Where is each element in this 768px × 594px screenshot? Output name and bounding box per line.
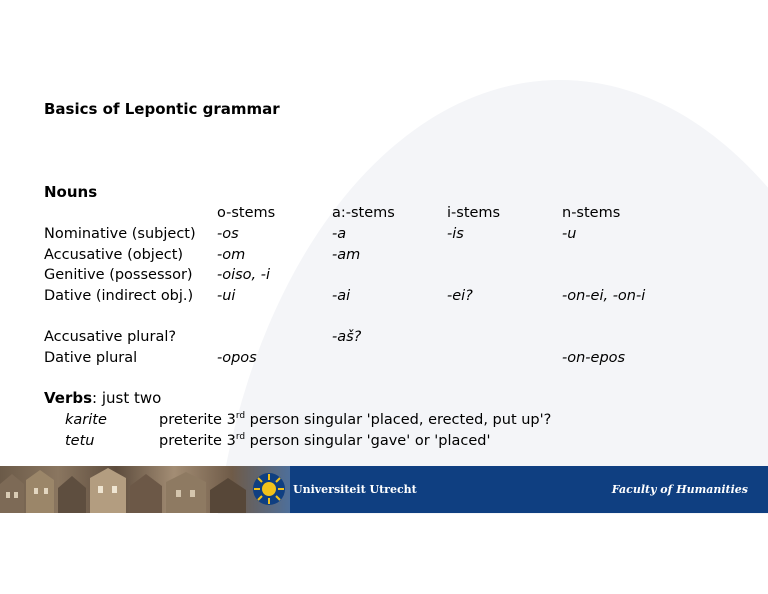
column-header: o-stems xyxy=(217,205,276,221)
verb-desc-pre: preterite 3 xyxy=(159,433,236,449)
verb-description xyxy=(159,432,490,450)
verb-desc-pre: preterite 3 xyxy=(159,412,236,428)
verb-description xyxy=(159,411,551,429)
city-photo xyxy=(0,466,290,513)
row-label: Dative (indirect obj.) xyxy=(44,288,194,304)
ending-cell: -oiso, -i xyxy=(217,267,271,283)
verbs-intro: : just two xyxy=(92,389,162,407)
row-label: Dative plural xyxy=(44,350,138,366)
verb-desc-sup: rd xyxy=(235,432,246,443)
ending-cell: -os xyxy=(217,226,239,242)
ending-cell: -on-ei, -on-i xyxy=(562,288,646,304)
sun-logo-icon xyxy=(252,472,286,506)
verb-desc-sup: rd xyxy=(235,411,246,422)
ending-cell: -is xyxy=(447,226,464,242)
ending-cell: -ei? xyxy=(447,288,473,304)
ending-cell: -om xyxy=(217,247,246,263)
column-header: a:-stems xyxy=(332,205,395,221)
ending-cell: -on-epos xyxy=(562,350,626,366)
verbs-heading xyxy=(44,389,161,407)
verb-form: tetu xyxy=(65,433,95,449)
row-label: Genitive (possessor) xyxy=(44,267,193,283)
column-header: n-stems xyxy=(562,205,621,221)
faculty-name: Faculty of Humanities xyxy=(611,483,748,496)
row-label: Accusative plural? xyxy=(44,329,177,345)
ending-cell: -ui xyxy=(217,288,236,304)
row-label: Nominative (subject) xyxy=(44,226,196,242)
ending-cell: -u xyxy=(562,226,577,242)
ending-cell: -opos xyxy=(217,350,257,366)
row-label: Accusative (object) xyxy=(44,247,184,263)
ending-cell: -am xyxy=(332,247,361,263)
university-name: Universiteit Utrecht xyxy=(293,483,417,496)
ending-cell: -ai xyxy=(332,288,351,304)
rooftops-image xyxy=(0,466,290,513)
ending-cell: -aš? xyxy=(332,329,362,345)
nouns-heading: Nouns xyxy=(44,183,98,201)
footer-bar xyxy=(0,466,768,513)
slide xyxy=(0,80,768,514)
verb-form: karite xyxy=(65,412,107,428)
column-header: i-stems xyxy=(447,205,501,221)
verb-desc-post: person singular 'placed, erected, put up'? xyxy=(245,412,552,428)
verbs-heading-label: Verbs xyxy=(44,389,93,407)
slide-title: Basics of Lepontic grammar xyxy=(44,100,280,118)
verb-desc-post: person singular 'gave' or 'placed' xyxy=(245,433,491,449)
ending-cell: -a xyxy=(332,226,347,242)
